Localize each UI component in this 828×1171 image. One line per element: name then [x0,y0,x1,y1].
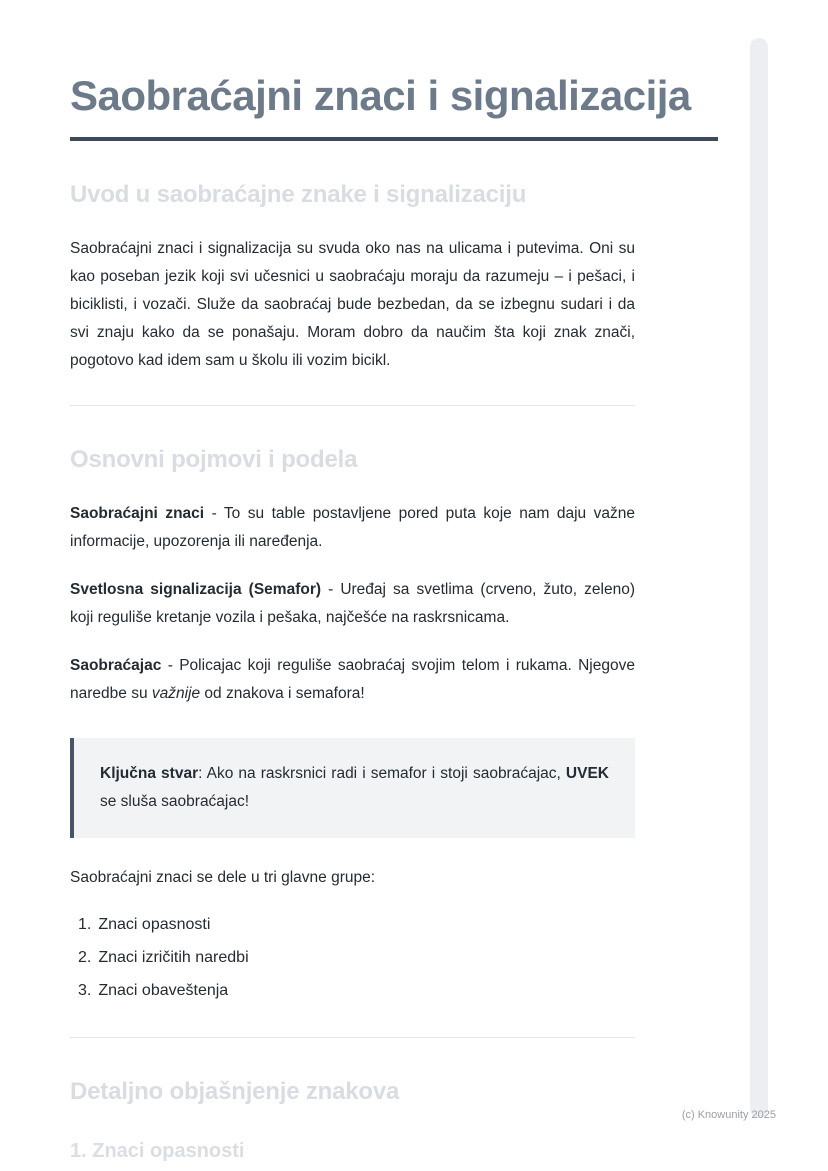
document-content [70,70,718,1163]
groups-intro-paragraph: Saobraćajni znaci se dele u tri glavne grupe: [70,869,376,887]
definition-text: - Uređaj sa svetlima (crveno, žuto, zeleno) koji reguliše kretanje vozila i pešaka, najčešće na raskrsnicama. [70,581,635,627]
definition-saobracajac [70,652,635,708]
definition-text: od znakova i semafora! [200,685,365,703]
list-label: Znaci opasnosti [98,916,211,934]
definition-term: Saobraćajni znaci [70,505,205,523]
subsection-heading-znaci-opasnosti: 1. Znaci opasnosti [70,1140,245,1163]
title-divider [70,137,718,141]
section-heading-basics: Osnovni pojmovi i podela [70,446,358,474]
sign-groups-list [78,908,643,1007]
copyright-footer: (c) Knowunity 2025 [681,1109,776,1121]
list-item [78,974,643,1007]
definition-term: Saobraćajac [70,657,162,675]
section-divider-1 [70,405,635,406]
list-item [78,941,643,974]
section-heading-details: Detaljno objašnjenje znakova [70,1078,400,1106]
callout-bold-word: UVEK [565,765,609,783]
section-divider-2 [70,1037,635,1038]
page-title: Saobraćajni znaci i signalizacija [70,72,691,119]
list-number: 1. [78,916,92,934]
definition-svetlosna-signalizacija [70,576,635,632]
definition-text: - To su table postavljene pored puta koje nam daju važne informacije, upozorenja ili naređenja. [70,505,635,551]
list-label: Znaci obaveštenja [98,982,229,1000]
definition-text: - Policajac koji reguliše saobraćaj svojim telom i rukama. Njegove naredbe su [70,657,635,703]
definition-term: Svetlosna signalizacija (Semafor) [70,581,322,599]
callout-text: Ključna stvar: Ako na raskrsnici radi i semafor i stoji saobraćajac, UVEK se sluša saobraćajac! [100,765,609,811]
list-number: 3. [78,982,92,1000]
key-point-callout [70,738,635,838]
callout-label: Ključna stvar [100,765,199,783]
list-number: 2. [78,949,92,967]
scrollbar-thumb[interactable] [750,38,768,1118]
definition-saobracajni-znaci [70,500,635,556]
intro-paragraph: Saobraćajni znaci i signalizacija su svuda oko nas na ulicama i putevima. Oni su kao poseban jezik koji svi učesnici u saobraćaju moraju da razumeju – i pešaci, i biciklisti, i vozači. Služe da saobraćaj bude bezbedan, da se izbegnu sudari i da svi znaju kako da se ponašaju. Moram dobro da naučim šta koji znak znači, pogotovo kad idem sam u školu ili vozim bicikl. [70,240,635,370]
list-label: Znaci izričitih naredbi [98,949,249,967]
section-heading-intro: Uvod u saobraćajne znake i signalizaciju [70,181,527,209]
list-item [78,908,643,941]
definition-emphasis: važnije [151,685,201,703]
